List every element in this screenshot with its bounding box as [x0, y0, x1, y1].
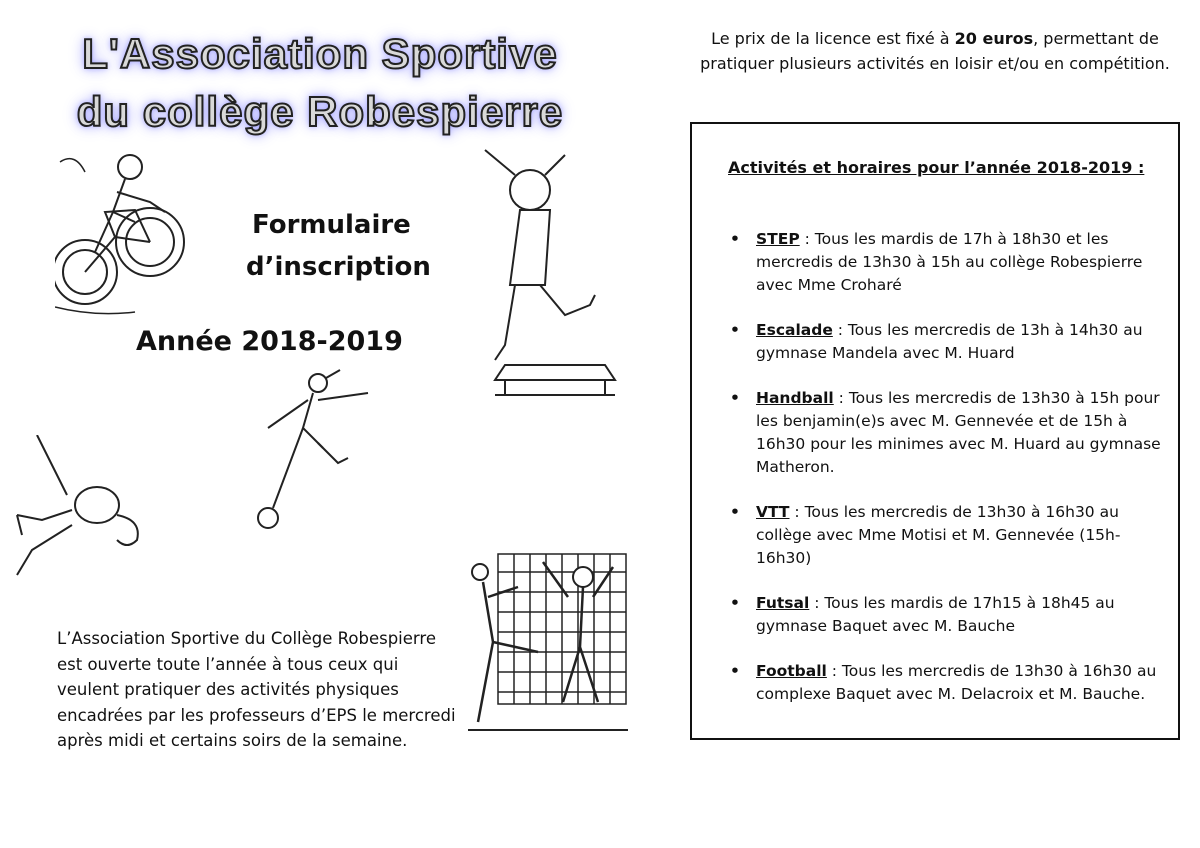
activities-heading: Activités et horaires pour l’année 2018-2019 :: [728, 158, 1145, 177]
activity-schedule: : Tous les mercredis de 13h à 14h30 au gymnase Mandela avec M. Huard: [756, 321, 1143, 362]
bullet-icon: •: [730, 594, 740, 612]
step-exercise-illustration: [465, 145, 620, 405]
bullet-icon: •: [730, 230, 740, 248]
activity-name: Football: [756, 662, 827, 680]
activity-schedule: : Tous les mercredis de 13h30 à 16h30 au collège avec Mme Motisi et M. Gennevée (15h-16h30): [756, 503, 1121, 567]
activity-vtt: [730, 501, 1170, 570]
license-price-text: [680, 26, 1190, 76]
bullet-icon: •: [730, 389, 740, 407]
school-year: Année 2018-2019: [136, 326, 403, 357]
handball-goal-illustration: [468, 552, 628, 732]
activity-futsal: [730, 592, 1170, 638]
climber-illustration: [12, 435, 147, 580]
activity-name: Escalade: [756, 321, 833, 339]
activities-list: [730, 228, 1170, 728]
activity-handball: [730, 387, 1170, 479]
activities-box: [690, 122, 1180, 740]
form-title-line-2: d’inscription: [246, 252, 431, 282]
form-title-line-1: Formulaire: [252, 210, 411, 240]
activity-escalade: [730, 319, 1170, 365]
activity-schedule: : Tous les mercredis de 13h30 à 15h pour les benjamin(e)s avec M. Gennevée et de 15h à 16h30 pour les minimes avec M. Huard au gymnase Matheron.: [756, 389, 1161, 476]
activity-name: Handball: [756, 389, 834, 407]
activity-schedule: : Tous les mardis de 17h15 à 18h45 au gymnase Baquet avec M. Bauche: [756, 594, 1115, 635]
title-line-2: du collège Robespierre: [76, 88, 564, 135]
football-player-illustration: [248, 368, 378, 533]
price-text-start: Le prix de la licence est fixé à: [711, 29, 955, 48]
price-amount: 20 euros: [954, 29, 1034, 48]
activity-name: VTT: [756, 503, 790, 521]
activity-schedule: : Tous les mercredis de 13h30 à 16h30 au complexe Baquet avec M. Delacroix et M. Bauche.: [756, 662, 1157, 703]
activity-schedule: : Tous les mardis de 17h à 18h30 et les mercredis de 13h30 à 15h au collège Robespierre avec Mme Croharé: [756, 230, 1143, 294]
intro-paragraph: L’Association Sportive du Collège Robespierre est ouverte toute l’année à tous ceux qui veulent pratiquer des activités physiques encadrées par les professeurs d’EPS le mercredi après midi et certains soirs de la semaine.: [57, 629, 456, 750]
activity-football: [730, 660, 1170, 706]
bullet-icon: •: [730, 662, 740, 680]
title-line-1: L'Association Sportive: [82, 30, 558, 77]
bullet-icon: •: [730, 321, 740, 339]
bullet-icon: •: [730, 503, 740, 521]
activity-name: Futsal: [756, 594, 810, 612]
activity-step: [730, 228, 1170, 297]
mountain-bike-illustration: [55, 142, 185, 322]
price-text-end: , permettant de pratiquer plusieurs activités en loisir et/ou en compétition.: [700, 29, 1170, 73]
activity-name: STEP: [756, 230, 800, 248]
